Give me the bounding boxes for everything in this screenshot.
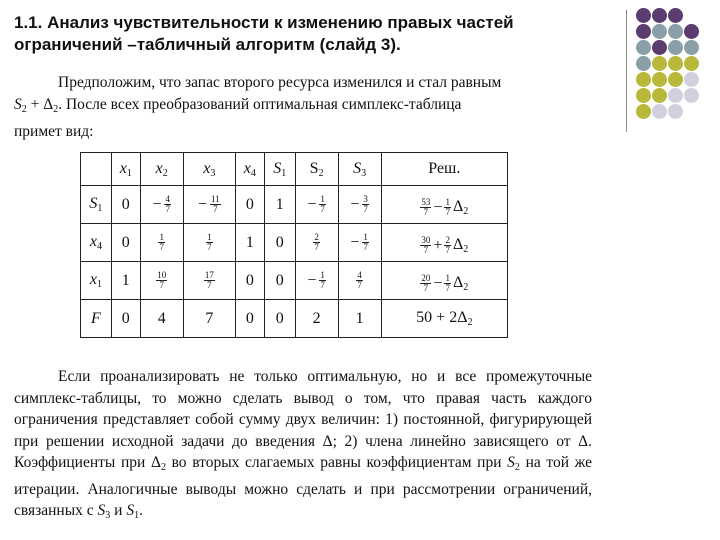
delta-symbol: Δ	[452, 198, 464, 215]
s2-symbol: S	[14, 96, 22, 113]
table-cell: 0	[264, 262, 295, 300]
denominator: 7	[320, 204, 325, 214]
intro-paragraph	[14, 72, 592, 143]
basis-var: x	[89, 233, 97, 250]
basis-var: S	[89, 195, 98, 212]
denominator: 7	[159, 242, 164, 252]
denominator: 7	[445, 207, 450, 217]
denominator: 7	[320, 280, 325, 290]
basis-sub: 4	[96, 241, 102, 252]
header-s2-var: S	[309, 159, 319, 177]
denominator: 7	[159, 280, 164, 290]
fraction	[204, 271, 215, 290]
numerator: 1	[445, 273, 450, 283]
table-cell: 0	[111, 300, 140, 338]
table-cell: 4	[140, 300, 183, 338]
minus-sign: −	[350, 233, 360, 251]
numerator: 1	[159, 232, 164, 242]
decor-dot	[636, 72, 651, 87]
delta-symbol: Δ	[43, 96, 54, 113]
delta-subscript: 2	[160, 462, 166, 473]
numerator: 2	[445, 235, 450, 245]
table-cell: 0	[264, 300, 295, 338]
basis-var: F	[91, 309, 101, 327]
header-s2	[295, 153, 338, 186]
delta-symbol: Δ	[578, 432, 589, 450]
conclusion-paragraph	[14, 366, 592, 527]
numerator: 1	[363, 232, 368, 242]
table-cell: 1	[235, 224, 264, 262]
header-x2	[140, 153, 183, 186]
header-x4-sub: 4	[250, 167, 256, 179]
minus-sign: −	[197, 195, 207, 213]
table-cell	[295, 186, 338, 224]
denominator: 7	[423, 283, 429, 293]
fraction	[356, 271, 363, 290]
simplex-table	[80, 152, 508, 338]
solution-cell	[381, 224, 507, 262]
fraction	[362, 195, 369, 214]
decor-dot	[636, 88, 651, 103]
decorative-dot-grid	[636, 8, 716, 120]
fraction	[444, 274, 451, 293]
table-row-f	[81, 300, 508, 338]
denominator: 7	[314, 242, 319, 252]
denominator: 7	[213, 204, 218, 214]
decor-dot	[652, 104, 667, 119]
s1-symbol: S	[126, 502, 135, 519]
decor-dot	[668, 24, 683, 39]
fraction	[420, 274, 431, 293]
header-basis	[81, 153, 112, 186]
fraction	[319, 271, 326, 290]
numerator: 11	[211, 194, 220, 204]
denominator: 7	[445, 245, 450, 255]
decor-dot	[652, 88, 667, 103]
header-x1-var: x	[119, 159, 127, 177]
fraction	[444, 198, 451, 217]
decor-dot	[652, 56, 667, 71]
denominator: 7	[207, 280, 212, 290]
solution-cell	[381, 186, 507, 224]
table-row-s1	[81, 186, 508, 224]
basis-cell	[81, 262, 112, 300]
delta-subscript: 2	[463, 282, 469, 293]
header-s3	[338, 153, 381, 186]
s2-symbol: S	[507, 454, 515, 471]
header-solution: Реш.	[381, 153, 507, 186]
conjunction: и	[114, 502, 123, 519]
decor-dot	[636, 56, 651, 71]
basis-cell	[81, 224, 112, 262]
header-x3	[183, 153, 235, 186]
table-cell: 0	[235, 300, 264, 338]
fraction	[210, 195, 221, 214]
denominator: 7	[357, 280, 362, 290]
basis-cell	[81, 186, 112, 224]
decor-dot	[668, 104, 683, 119]
solution-cell	[381, 300, 507, 338]
delta-symbol: Δ	[452, 274, 464, 291]
numerator: 1	[445, 197, 450, 207]
basis-cell	[81, 300, 112, 338]
fraction	[156, 271, 167, 290]
numerator: 1	[320, 194, 325, 204]
conclusion-text-5: на той же итерации. Аналогичные выводы можно сделать и при рассмотрении ограничений, связанных с	[14, 454, 593, 519]
header-x3-var: x	[203, 159, 211, 177]
numerator: 1	[207, 232, 212, 242]
decor-dot	[668, 40, 683, 55]
table-row-x1	[81, 262, 508, 300]
numerator: 3	[363, 194, 368, 204]
fraction	[313, 233, 320, 252]
decor-dot	[652, 40, 667, 55]
table-cell	[140, 224, 183, 262]
decor-dot	[636, 104, 651, 119]
minus-sign: −	[307, 271, 317, 289]
conclusion-text-2: ; 2) члена линейно зависящего от	[332, 432, 571, 450]
table-cell: 2	[295, 300, 338, 338]
denominator: 7	[363, 204, 368, 214]
decor-dot	[684, 24, 699, 39]
denominator: 7	[445, 283, 450, 293]
header-x2-sub: 2	[162, 167, 168, 179]
operator: +	[433, 236, 443, 254]
operator: −	[433, 274, 443, 292]
basis-sub: 1	[97, 203, 103, 214]
intro-line-1: Предположим, что запас второго ресурса изменился и стал равным	[58, 74, 502, 91]
numerator: 4	[357, 270, 362, 280]
numerator: 17	[204, 270, 214, 280]
delta-symbol: Δ	[322, 432, 333, 450]
minus-sign: −	[152, 195, 162, 213]
decor-dot	[684, 40, 699, 55]
minus-sign: −	[350, 195, 360, 213]
operator: −	[433, 198, 443, 216]
delta-symbol: Δ	[150, 454, 161, 471]
table-cell	[338, 224, 381, 262]
s2-subscript: 2	[21, 104, 27, 115]
header-s1-var: S	[273, 159, 282, 177]
table-cell	[183, 224, 235, 262]
table-cell: 1	[111, 262, 140, 300]
decor-dot	[636, 40, 651, 55]
denominator: 7	[207, 242, 212, 252]
table-cell: 0	[264, 224, 295, 262]
objective-value: 50 + 2Δ	[416, 309, 468, 326]
decor-dot	[684, 88, 699, 103]
fraction	[420, 198, 431, 217]
denominator: 7	[165, 204, 170, 214]
header-s2-sub: 2	[318, 167, 324, 179]
numerator: 20	[421, 273, 431, 283]
fraction	[362, 233, 369, 252]
header-s1-sub: 1	[281, 167, 287, 179]
basis-sub: 1	[96, 279, 102, 290]
numerator: 53	[421, 197, 431, 207]
delta-subscript: 2	[463, 244, 469, 255]
numerator: 30	[421, 235, 431, 245]
fraction	[164, 195, 171, 214]
table-cell: 7	[183, 300, 235, 338]
fraction	[444, 236, 451, 255]
s2-subscript: 2	[514, 462, 520, 473]
table-cell	[140, 186, 183, 224]
table-cell	[338, 186, 381, 224]
table-cell	[338, 262, 381, 300]
denominator: 7	[423, 245, 429, 255]
table-cell: 0	[235, 186, 264, 224]
table-cell: 1	[338, 300, 381, 338]
table-cell: 0	[235, 262, 264, 300]
header-x4	[235, 153, 264, 186]
table-cell	[295, 224, 338, 262]
table-cell: 0	[111, 186, 140, 224]
header-x3-sub: 3	[210, 167, 216, 179]
solution-cell	[381, 262, 507, 300]
header-x1	[111, 153, 140, 186]
numerator: 4	[165, 194, 170, 204]
denominator: 7	[363, 242, 368, 252]
basis-var: x	[89, 271, 97, 288]
delta-symbol: Δ	[452, 236, 464, 253]
denominator: 7	[423, 207, 429, 217]
slide-title: 1.1. Анализ чувствительности к изменению правых частей ограничений –табличный алгоритм (слайд 3).	[14, 13, 514, 54]
intro-line-3: примет вид:	[14, 123, 94, 140]
numerator: 1	[320, 270, 325, 280]
decor-dot	[684, 56, 699, 71]
numerator: 2	[314, 232, 319, 242]
decor-dot	[652, 8, 667, 23]
table-cell	[140, 262, 183, 300]
decor-dot	[636, 8, 651, 23]
period: .	[139, 502, 143, 519]
delta-subscript: 2	[53, 104, 59, 115]
fraction	[158, 233, 165, 252]
minus-sign: −	[307, 195, 317, 213]
table-cell: 0	[111, 224, 140, 262]
s3-subscript: 3	[105, 510, 111, 521]
fraction	[319, 195, 326, 214]
conclusion-text-1: Если проанализировать не только оптимальную, но и все промежуточные симплекс-таблицы, то можно сделать вывод о том, что правая часть каждого ограничения представляет собой сумму двух величин: 1) постоянной, фигурирующей при решении исходной задачи до введения	[14, 368, 592, 450]
intro-line-2: . После всех преобразований оптимальная симплекс-таблица	[58, 96, 462, 113]
header-x2-var: x	[155, 159, 163, 177]
header-s3-sub: 3	[361, 167, 367, 179]
delta-subscript: 2	[467, 317, 473, 328]
table-cell	[183, 262, 235, 300]
s3-symbol: S	[97, 502, 106, 519]
numerator: 10	[157, 270, 167, 280]
decor-dot	[684, 72, 699, 87]
decor-dot	[652, 72, 667, 87]
decor-dot	[668, 8, 683, 23]
conclusion-text-4: во вторых слагаемых равны коэффициентам при	[171, 454, 502, 471]
delta-subscript: 2	[463, 206, 469, 217]
fraction	[206, 233, 213, 252]
plus-sign: +	[26, 96, 44, 113]
s1-subscript: 1	[134, 510, 140, 521]
conclusion-text-3: . Коэффициенты при	[14, 432, 593, 471]
decor-dot	[668, 72, 683, 87]
decor-dot	[668, 88, 683, 103]
table-cell	[295, 262, 338, 300]
header-x4-var: x	[243, 159, 251, 177]
table-header-row	[81, 153, 508, 186]
decor-dot	[668, 56, 683, 71]
table-cell: 1	[264, 186, 295, 224]
table-row-x4	[81, 224, 508, 262]
header-x1-sub: 1	[126, 167, 132, 179]
header-s1	[264, 153, 295, 186]
decor-dot	[652, 24, 667, 39]
fraction	[420, 236, 431, 255]
table-cell	[183, 186, 235, 224]
title-divider	[626, 10, 627, 132]
header-s3-var: S	[353, 159, 362, 177]
decor-dot	[636, 24, 651, 39]
